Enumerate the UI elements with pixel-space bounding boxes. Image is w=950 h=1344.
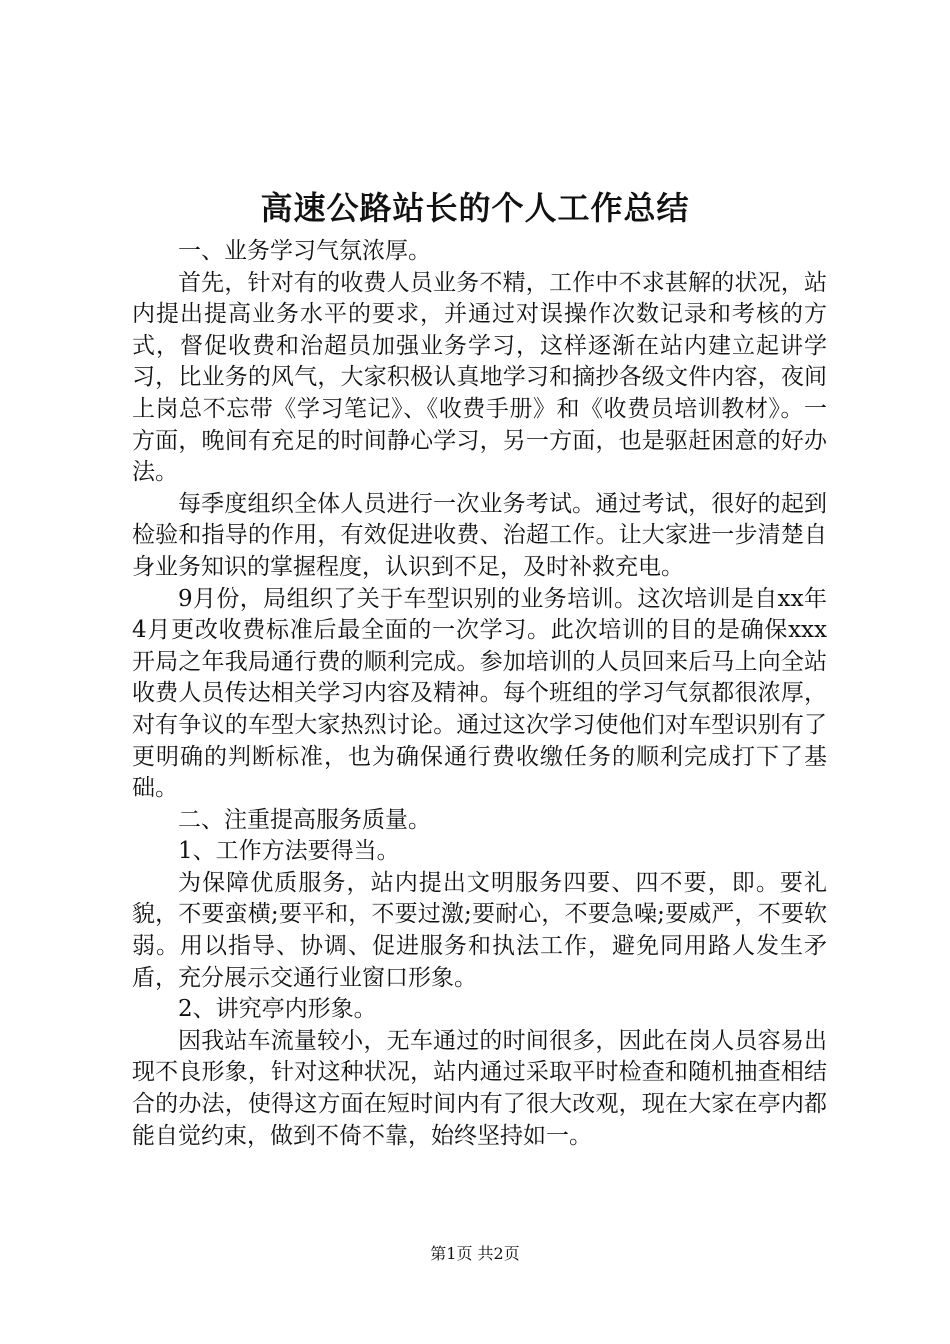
body-paragraph: 每季度组织全体人员进行一次业务考试。通过考试，很好的起到检验和指导的作用，有效促进收费、治超工作。让大家进一步清楚自身业务知识的掌握程度，认识到不足，及时补救充电。 <box>132 490 827 580</box>
section-heading-2: 二、注重提高服务质量。 <box>178 806 431 833</box>
document-body <box>132 236 827 1152</box>
body-paragraph: 因我站车流量较小，无车通过的时间很多，因此在岗人员容易出现不良形象，针对这种状况，站内通过采取平时检查和随机抽查相结合的办法，使得这方面在短时间内有了很大改观，现在大家在亭内都能自觉约束，做到不倚不靠，始终坚持如一。 <box>132 1027 827 1149</box>
page-number-footer: 第1页 共2页 <box>430 1244 520 1263</box>
body-paragraph: 9月份，局组织了关于车型识别的业务培训。这次培训是自xx年4月更改收费标准后最全面的一次学习。此次培训的目的是确保xxx开局之年我局通行费的顺利完成。参加培训的人员回来后马上向全站收费人员传达相关学习内容及精神。每个班组的学习气氛都很浓厚，对有争议的车型大家热烈讨论。通过这次学习使他们对车型识别有了更明确的判断标准，也为确保通行费收缴任务的顺利完成打下了基础。 <box>132 585 827 802</box>
sub-heading-1: 1、工作方法要得当。 <box>178 838 400 865</box>
body-paragraph: 为保障优质服务，站内提出文明服务四要、四不要，即。要礼貌，不要蛮横;要平和，不要过激;要耐心，不要急噪;要威严，不要软弱。用以指导、协调、促进服务和执法工作，避免同用路人发生矛盾，充分展示交通行业窗口形象。 <box>132 869 827 991</box>
body-paragraph: 首先，针对有的收费人员业务不精，工作中不求甚解的状况，站内提出提高业务水平的要求，并通过对误操作次数记录和考核的方式，督促收费和治超员加强业务学习，这样逐渐在站内建立起讲学习，比业务的风气，大家积极认真地学习和摘抄各级文件内容，夜间上岗总不忘带《学习笔记》、《收费手册》和《收费员培训教材》。一方面，晚间有充足的时间静心学习，另一方面，也是驱赶困意的好办法。 <box>132 269 827 486</box>
document-title: 高速公路站长的个人工作总结 <box>260 189 690 227</box>
sub-heading-2: 2、讲究亭内形象。 <box>178 996 377 1023</box>
section-heading-1: 一、业务学习气氛浓厚。 <box>178 238 431 264</box>
